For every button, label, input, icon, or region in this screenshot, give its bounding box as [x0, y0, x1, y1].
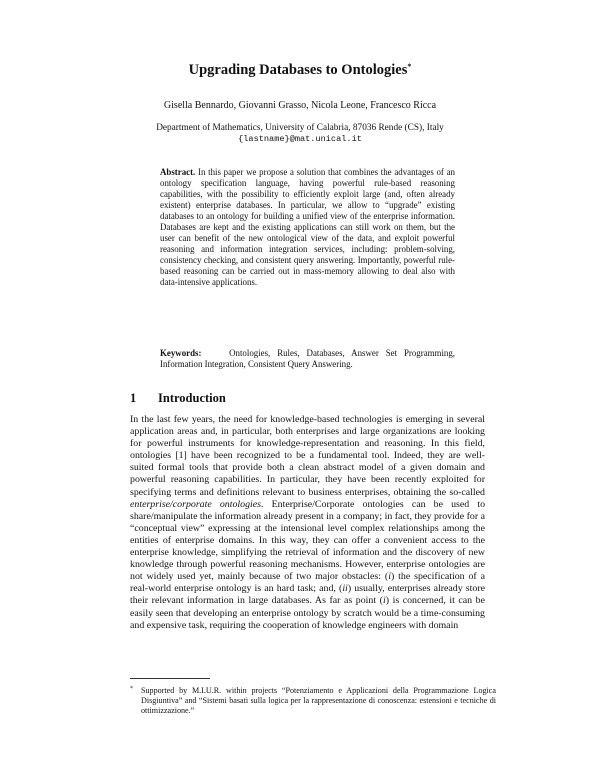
body-text: ) is concerned, it can be easily seen that developing an enterprise ontology by scratch would be a time-consuming and expensive task, requiring the cooperation of knowledge engineers with domain: [130, 595, 485, 631]
paper-title: [0, 62, 600, 79]
section-number: 1: [130, 391, 137, 405]
abstract: [160, 167, 455, 288]
section-title: Introduction: [158, 391, 226, 405]
authors: Gisella Bennardo, Giovanni Grasso, Nicola Leone, Francesco Ricca: [163, 100, 437, 111]
keywords-label: Keywords:: [160, 348, 202, 358]
footnote-rule: [130, 678, 210, 679]
keywords-text: Ontologies, Rules, Databases, Answer Set Programming, Information Integration, Consistent Query Answering.: [160, 348, 455, 369]
body-text: ) the specification of a real-world enterprise ontology is an hard task; and, (: [130, 571, 485, 595]
email: {lastname}@mat.unical.it: [238, 134, 362, 144]
body-text: In the last few years, the need for knowledge-based technologies is emerging in several application areas and, in particular, both enterprises and large organizations are looking for powerful instruments for knowledge-representation and reasoning. In this field, ontologies [1] have been recognized to be a fundamental tool. Indeed, they are well-suited formal tools that provide both a clean abstract model of a given domain and powerful reasoning capabilities. In particular, they have been recently exploited for specifying terms and definitions relevant to business enterprises, obtaining the so-called: [130, 414, 485, 498]
section-heading: [130, 391, 226, 406]
footnote-text: Supported by M.I.U.R. within projects “Potenziamento e Applicazioni della Programmazione Logica Disgiuntiva” and “Sistemi basati sulla logica per la rappresentazione di conoscenza: estensioni e tecniche di ottimizzazione.”: [141, 686, 496, 716]
body-emphasis: i: [388, 571, 391, 583]
body-emphasis: i: [382, 595, 386, 607]
footnote-mark: *: [130, 686, 133, 692]
introduction-paragraph: [130, 414, 485, 632]
body-emphasis: enterprise/corporate ontologies: [130, 498, 262, 510]
keywords: [160, 348, 455, 370]
affiliation-block: [0, 123, 600, 145]
abstract-text: In this paper we propose a solution that combines the advantages of an ontology specification language, having powerful rule-based reasoning capabilities, with the possibility to efficiently exploit large (and, often already existent) enterprise databases. In particular, we allow to “upgrade” existing databases to an ontology for building a unified view of the enterprise information. Databases are kept and the existing applications can still work on them, but the user can benefit of the new ontological view of the data, and exploit powerful reasoning and information integration services, including: problem-solving, consistency checking, and consistent query answering. Importantly, powerful rule-based reasoning can be carried out in mass-memory allowing to deal also with data-intensive applications.: [160, 167, 455, 287]
title-text: Upgrading Databases to Ontologies: [188, 62, 408, 78]
footnote: [130, 684, 496, 717]
body-emphasis: ii: [342, 583, 348, 595]
title-footnote-mark: *: [407, 62, 412, 71]
affiliation: Department of Mathematics, University of Calabria, 87036 Rende (CS), Italy: [156, 123, 444, 133]
body-text: . Enterprise/Corporate ontologies can be used to share/manipulate the information already present in a company; in fact, they provide for a “conceptual view” expressing at the intensional level complex relationships among the entities of enterprise domains. In this way, they can offer a convenient access to the enterprise knowledge, simplifying the retrieval of information and the discovery of new knowledge through powerful reasoning mechanisms. However, enterprise ontologies are not widely used yet, mainly because of two major obstacles: (: [130, 498, 486, 583]
body-text: ) usually, enterprises already store their relevant information in large databases. As far as point (: [130, 583, 485, 607]
abstract-label: Abstract.: [160, 167, 196, 177]
